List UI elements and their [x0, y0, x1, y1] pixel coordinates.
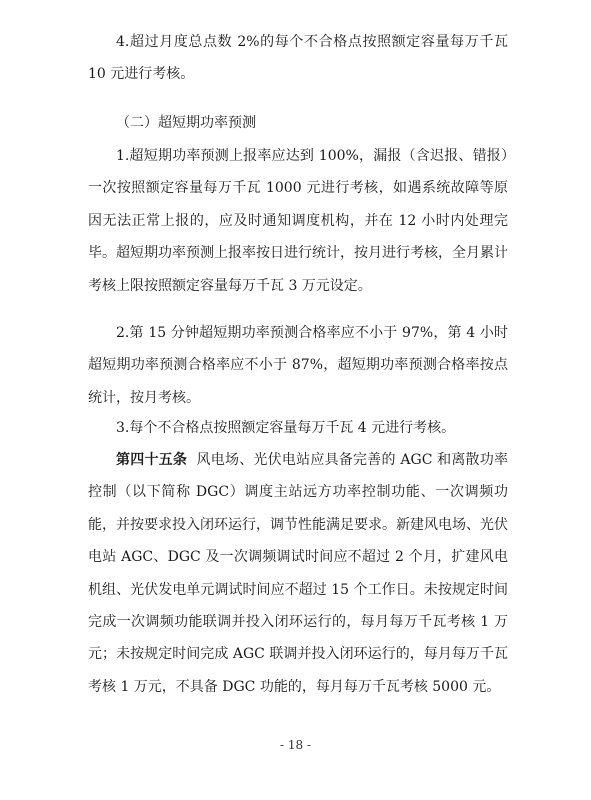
paragraph-text: 2.第 15 分钟超短期功率预测合格率应不小于 97%，第 4 小时超短期功率预测合格率应不小于 87%，超短期功率预测合格率按点统计，按月考核。	[88, 325, 508, 406]
paragraph-text: 4.超过月度总点数 2%的每个不合格点按照额定容量每万千瓦 10 元进行考核。	[88, 34, 508, 83]
section-heading-ultra-short-term-forecast	[88, 107, 508, 139]
section-heading-text: （二）超短期功率预测	[116, 115, 256, 131]
article-number: 第四十五条	[116, 452, 188, 468]
paragraph-text: 风电场、光伏电站应具备完善的 AGC 和离散功率控制（以下简称 DGC）调度主站远方功率控制功能、一次调频功能，并按要求投入闭环运行，调节性能满足要求。新建风电场、光伏电站 AGC、DGC 及一次调频调试时间应不超过 2 个月，扩建风电机组、光伏发电单元调试时间应不超过 15 个工作日。未按规定时间完成一次调频功能联调并投入闭环运行的，每月每万千瓦考核 1 万元；未按规定时间完成 AGC 联调并投入闭环运行的，每月每万千瓦考核 1 万元，不具备 DGC 功能的，每月每万千瓦考核 5000 元。	[88, 452, 509, 695]
paragraph-item-1	[88, 140, 508, 302]
article-45-paragraph	[88, 444, 508, 703]
paragraph-text: 3.每个不合格点按照额定容量每万千瓦 4 元进行考核。	[116, 420, 456, 436]
page-number: - 18 -	[279, 738, 311, 752]
paragraph-item-3	[88, 412, 508, 444]
paragraph-text: 1.超短期功率预测上报率应达到 100%，漏报（含迟报、错报）一次按照额定容量每万千瓦 1000 元进行考核，如遇系统故障等原因无法正常上报的，应及时通知调度机构，并在 12 小时内处理完毕。超短期功率预测上报率按日进行统计，按月进行考核，全月累计考核上限按照额定容量每万千瓦 3 万元设定。	[88, 148, 508, 294]
paragraph-item-2	[88, 317, 508, 414]
paragraph-item-4	[88, 26, 508, 91]
